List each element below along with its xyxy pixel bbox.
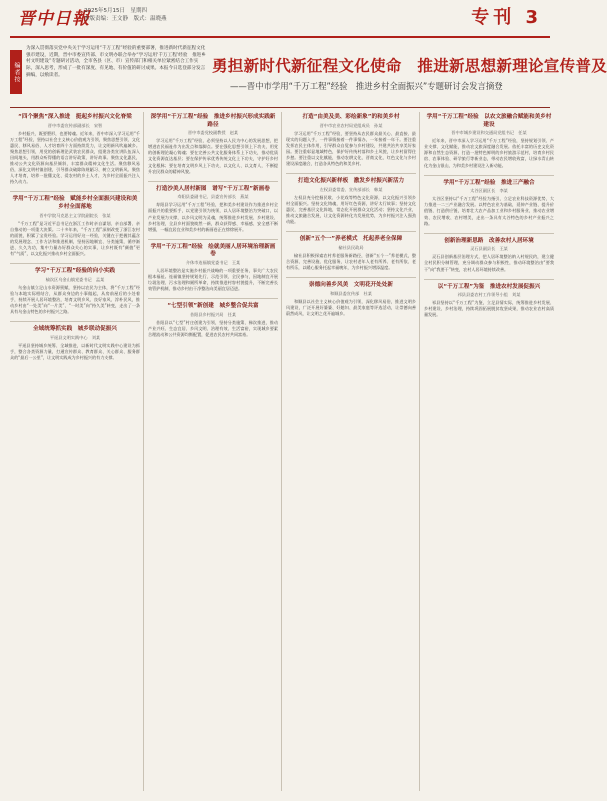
article-byline: 晋中市农业农村局党组成员 孙某: [319, 122, 383, 128]
article-separator: [10, 191, 140, 192]
article-title: 全域统筹抓实践 城乡联动促振兴: [33, 326, 117, 333]
article: [148, 184, 278, 233]
article-body: 平遥县坚持城乡统筹、全域推进，以新时代文明实践中心建设为抓手，整合各类资源力量，打通宣传群众、教育群众、关心群众、服务群众的“最后一公里”，让文明实践成为乡村振兴的有力支撑。: [10, 342, 140, 361]
article-separator: [424, 279, 554, 280]
article-separator: [148, 298, 278, 299]
article-title: 创新“五个一”养老模式 托起养老全保障: [299, 236, 403, 243]
article-body: 太谷区坚持以“千万工程”经验为指引，立足农业科技资源优势，大力推进一二三产业融合发展。以特色农业为基础，延伸产业链、提升价值链、打造供应链，培育壮大农产品加工业和乡村服务业，推动农业增效、农民增收、农村增美，走出一条具有太谷特色的乡村产业振兴之路。: [424, 196, 554, 226]
article: [148, 112, 278, 175]
editor-note-tag: 编者按: [10, 50, 22, 94]
editor-line: 本版责编：王文静 版式：温晓燕: [84, 16, 167, 22]
article-byline: 介休市连福镇党委书记 王某: [185, 260, 241, 265]
article-byline: 灵石县副县长 王某: [470, 246, 508, 252]
article-byline: 晋中学院马克思主义学院副院长 张某: [39, 212, 111, 218]
article-separator: [286, 231, 416, 232]
article-byline: 晋中市委党校副教授 赵某: [187, 130, 239, 136]
column-4: [424, 112, 554, 791]
article-title: 崇德向善乡风美 文明花开处处新: [309, 282, 393, 289]
editor-note-text: 为深入贯彻落实党中央关于学习运用“千万工程”经验的重要部署，推进新时代新征程文化强市建设，近期，晋中市委宣传部、市文明办联合举办“学习运用‘千万工程’经验 推进乡村文明建设”专题研讨活动，全市各县（区、市）宣传部门和相关单位紧密结合工作实际，深入思考，形成了一批有深度、有见地、有价值的研讨成果。本报今日选登部分发言摘编，以飨读者。: [26, 46, 206, 78]
masthead-rule: [10, 36, 550, 38]
article-body: 榆社县积极探索农村养老服务新路径，创新“五个一”养老模式，整合资源、完善设施、优化服务，让农村老年人老有所养、老有所依、老有所乐，以暖心服务托起幸福晚年，为乡村振兴增添温度。: [286, 252, 416, 270]
article-byline: 祁县县委农村工作领导小组 刘某: [457, 292, 521, 298]
masthead-meta: [84, 7, 244, 23]
article-title: 学用“千万工程”经验 绘就美丽人居环境治理新画卷: [150, 243, 276, 258]
article: [10, 112, 140, 185]
article: [424, 178, 554, 227]
article-body: 近年来，晋中市深入学习运用“千万工程”经验，坚持规划引领、产业支撑、文化赋能，推动农文旅深度融合发展。依托丰富的历史文化资源和自然生态资源，打造一批特色鲜明的乡村旅游示范村，培育乡村民宿、农事体验、研学旅行等新业态，带动农民增收致富，让绿水青山转化为金山银山，为和美乡村建设注入新动能。: [424, 138, 554, 168]
article-separator: [424, 233, 554, 234]
article-title: “七型引领”新创建 城乡整合促共富: [167, 303, 259, 310]
column-divider: [419, 112, 420, 791]
article-title: 打造沙美人居村新图 谱写“千万工程”新画卷: [156, 185, 270, 192]
main-title: 勇担新时代新征程文化使命 推进新思想新理论宣传普及: [212, 57, 607, 75]
column-2: [148, 112, 278, 791]
article-title: 深学用“千万工程”经验 推进乡村振兴形成实践新路径: [150, 114, 276, 128]
article-byline: 左权县委常委、宣传部部长 韩某: [319, 186, 383, 192]
article: [424, 282, 554, 319]
article: [286, 280, 416, 317]
article-byline: 晋中市委宣传部副部长 宋智: [47, 122, 103, 128]
date-line: 2025年5月15日 星期四: [84, 8, 147, 14]
article: [148, 301, 278, 338]
article-title: 创新治理新思路 改善农村人居环境: [444, 237, 534, 244]
article-byline: 和顺县委宣传部 杜某: [330, 290, 372, 296]
article-byline: 昔阳县乡村振兴局 任某: [189, 311, 237, 317]
article-body: 灵石县创新基层治理方式，把人居环境整治纳入村规民约，建立健全村民积分制管理，充分调动群众参与积极性，推动环境整治由“要我干”向“我要干”转变，农村人居环境持续改善。: [424, 254, 554, 272]
masthead: [0, 0, 560, 36]
article-byline: 寿阳县委副书记、县委宣传部长 燕某: [177, 194, 249, 200]
headline-rule: [10, 107, 550, 108]
article-byline: 晋中市城乡建设和交通局党组书记 任某: [451, 130, 527, 136]
column-1: [10, 112, 140, 791]
article-separator: [10, 263, 140, 264]
article: [424, 236, 554, 273]
article-title: 学用“千万工程”经验 以农文旅融合赋能和美乡村建设: [426, 114, 552, 128]
article: [10, 194, 140, 257]
article-body: 人居环境整治是实施乡村振兴战略的一项重要任务，事关广大农民根本福祉。连福镇坚持规划先行、示范引领、全民参与，因地制宜开展垃圾治理、污水治理和厕所革命，持续推进村容村貌提升，不断完善长效管护机制，推动乡村由干净整洁向美丽宜居迈进。: [148, 268, 278, 292]
article-body: 学习运用“千万工程”经验，必须坚持以人民为中心的发展思想，把增进农民福祉作为出发点和落脚点。要在强化思想引领上下功夫，用党的创新理论凝心铸魂；要在完善公共文化服务体系上下功夫，推动优质文化资源直达基层；要在保护传承优秀传统文化上下功夫，守护好乡村文化根脉；要在培育文明乡风上下功夫，以文化人、以文育人，不断提升农民群众的精神风貌。: [148, 138, 278, 174]
column-3: [286, 112, 416, 791]
article-separator: [286, 173, 416, 174]
article: [10, 266, 140, 315]
article-body: 祁县坚持以“千万工程”为鉴，立足县情实际，统筹推进乡村发展、乡村建设、乡村治理，持续巩固拓展脱贫攻坚成果，推动农业农村高质量发展。: [424, 300, 554, 318]
article-body: 昔阳县以“七型”村庄创建为引领，坚持分类施策、梯次推进，推动产业兴旺、生态宜居、乡风文明、治理有效、生活富裕，实现城乡要素合理流动和公共资源均衡配置，促进农民农村共同富裕。: [148, 319, 278, 338]
article: [286, 176, 416, 225]
article: [10, 324, 140, 361]
column-divider: [281, 112, 282, 791]
article-title: 打造文化振兴新样板 激发乡村振兴新活力: [297, 178, 405, 185]
article-title: 学用“千万工程”经验 赋能乡村全面振兴建设和美乡村全面落地: [12, 196, 138, 211]
article-body: 和顺县以社会主义核心价值观为引领，深化移风易俗，推进文明乡风建设，广泛开展好婆婆、好媳妇、最美家庭等评选活动，让崇德向善蔚然成风，让文明之花开遍城乡。: [286, 298, 416, 316]
article: [286, 234, 416, 271]
article-byline: 太谷区副区长 李某: [470, 188, 508, 194]
article-separator: [148, 239, 278, 240]
article-title: 学用“千万工程”经验 推进三产融合: [443, 179, 535, 186]
article: [286, 112, 416, 167]
article-byline: 榆社县民政局: [338, 244, 364, 250]
newspaper-logo: 晋中日報: [18, 9, 90, 29]
article: [424, 112, 554, 169]
article-title: 以“千万工程”为鉴 推进农村发展促振兴: [437, 283, 541, 290]
article: [148, 242, 278, 293]
section-name: 专刊 3: [471, 7, 542, 28]
headline: [212, 46, 607, 104]
article-body: 乡村振兴，既要塑形，也要铸魂。近年来，晋中市深入学习运用“千万工程”经验，坚持以社会主义核心价值观为引领，聚焦思想引领、文化惠民、移风易俗、人才培育四个方面持续发力，让文明新风吹遍城乡。聚焦思想引领，用党的创新理论武装农民群众，组建各类宣讲队伍深入田间地头，用群众听得懂的语言讲好政策、讲好故事。聚焦文化惠民，推动公共文化资源向基层倾斜，丰富群众精神文化生活。聚焦移风易俗，深化文明村镇创建，引导群众破除陈规陋习、树立文明新风。聚焦人才培育，培养一批懂文化、爱农村的乡土人才，为乡村全面振兴注入持久动力。: [10, 130, 140, 185]
editor-note: [10, 44, 206, 102]
article-separator: [10, 321, 140, 322]
article-byline: 榆次区乌金山镇党委书记 孟某: [45, 276, 105, 282]
article-body: “千万工程”是习近平总书记在浙江工作时亲自谋划、亲自部署、亲自推动的一项重大决策。二十多年来，“千万工程”深刻改变了浙江农村的面貌，积累了宝贵经验。学习运用好这一经验，关键在于把握其蕴含的发展理念、工作方法和推进机制，坚持因地制宜、分类施策，循序渐进、久久为功，集中力量办好群众关心的实事，让乡村既有“颜值”更有“气质”，以文化振兴推动乡村全面振兴。: [10, 220, 140, 257]
article-title: 打造“由美及美、彩绘新象”的和美乡村: [302, 114, 400, 120]
article-title: 学习“千万工程”经验的向小实践: [34, 268, 116, 275]
article-body: 学习运用“千万工程”经验，要坚持从农民群众最关心、最直接、最现实的问题入手，一件事情接着一件事情办，一年接着一年干。要注重发挥农民主体作用，引导群众自觉参与乡村建设，共建共治共享美好家园。要注重彰显地域特色，保护好传统村落和乡土风貌，让乡村留得住乡愁。要注重以文化赋能，推动农耕文化、晋商文化、红色文化与乡村建设深度融合，打造各具特色的和美乡村。: [286, 130, 416, 167]
column-divider: [143, 112, 144, 791]
article-separator: [286, 277, 416, 278]
article-separator: [424, 175, 554, 176]
article-title: “四个聚焦”深入推进 挺起乡村振兴文化脊梁: [18, 114, 132, 120]
article-separator: [148, 181, 278, 182]
sub-title: ——晋中市学用“千万工程”经验 推进乡村全面振兴”专题研讨会发言摘登: [230, 81, 503, 91]
article-body: 左权县充分挖掘民歌、小花戏等特色文化资源，以文化振兴引领乡村全面振兴。坚持文化铸魂，用好红色资源，讲好太行故事；坚持文化惠民，完善基层文化阵地，常态化开展群众文化活动；坚持文化兴业，推动文旅融合发展，让文化资源转化为发展优势，为乡村振兴注入强劲动能。: [286, 194, 416, 225]
article-byline: 平遥县文明实践中心 刘某: [49, 334, 101, 340]
article-body: 乌金山镇立足山水资源禀赋，坚持以农民为主体，将“千万工程”经验与本地实际相结合，从群众身边的小事做起，从房前屋后的小处着手，持续开展人居环境整治，培育文明乡风、良好家风、淳朴民风，推动乡村由“一处美”向“一片美”、“一时美”向“持久美”转变，走出了一条具有乌金山特色的乡村振兴之路。: [10, 284, 140, 315]
article-body: 寿阳县学习运用“千万工程”经验，把和美乡村建设作为推进乡村全面振兴的重要抓手，以党建引领为统领，以人居环境整治为突破口，以产业发展为支撑，以乡风文明为灵魂，统筹推进乡村发展、乡村建设、乡村治理，全县乡村面貌焕然一新，群众获得感、幸福感、安全感不断增强，一幅宜居宜业和美乡村的新画卷正在徐徐展开。: [148, 202, 278, 232]
